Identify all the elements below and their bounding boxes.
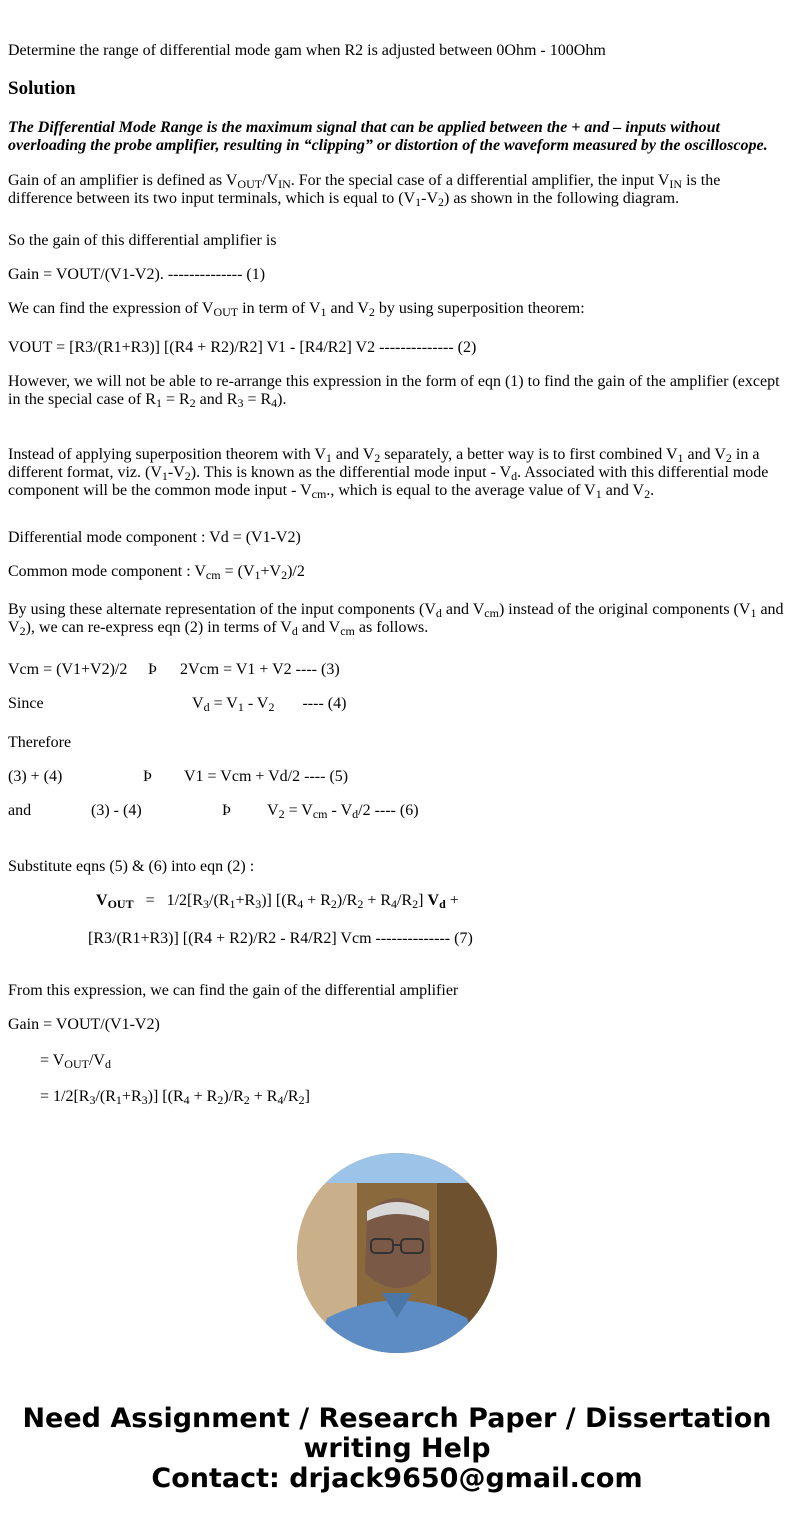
gain-intro: So the gain of this differential amplifier is [8,232,277,249]
equation-7-line-2: [R3/(R1+R3)] [(R4 + R2)/R2 - R4/R2] Vcm -------------- (7) [88,930,473,947]
gain-final-line-3: = $1/2[R_3/(R_1+R_3)] [(R_4 + R_2)/R_2 + R_4/R_2]$ [40,1088,310,1107]
representation-paragraph: By using these alternate representation of the input components ($V_d$ and $V_{cm}$) instead of the original components ($V_1$ and $V_2$), we can re-express eqn (2) in terms of $V_d$ and $V_{cm}$ as follows. [8,601,784,638]
equation-3-row [8,661,784,679]
differential-component: Differential mode component : Vd = (V1-V2) [8,529,301,546]
equation-6: $V_2 = V_{cm} - V_d/2$ ---- (6) [267,802,419,821]
equation-7-line-1: $V_{OUT} = 1/2[R_3/(R_1+R_3)] [(R_4 + R_2)/R_2 + R_4/R_2] V_d$ + [96,892,459,911]
banner-line-2: writing Help [303,1433,491,1464]
implies-symbol: Þ [222,802,231,819]
therefore-label: Therefore [8,734,72,751]
equation-5: V1 = Vcm + Vd/2 ---- (5) [184,768,349,785]
equation-3: 2Vcm = V1 + V2 ---- (3) [180,661,340,678]
superposition-intro: We can find the expression of $V_{OUT}$ in term of $V_1$ and $V_2$ by using superposition theorem: [8,300,585,319]
rearrange-paragraph: However, we will not be able to re-arrange this expression in the form of eqn (1) to find the gain of the amplifier (except in the special case of $R_1 = R_2$ and $R_3 = R_4$). [8,373,780,410]
step-5-label: (3) + (4) [8,768,63,785]
since-label: Since [8,695,44,712]
gain-definition-paragraph: Gain of an amplifier is defined as $V_{OUT}/V_{IN}$. For the special case of a differential amplifier, the input $V_{IN}$ is the difference between its two input terminals, which is equal to $(V_1-V_2)$ as shown in the following diagram. [8,172,721,209]
step-6-label: (3) - (4) [91,802,142,819]
equation-1: Gain = VOUT/(V1-V2). -------------- (1) [8,266,266,283]
from-expression-text: From this expression, we can find the gain of the differential amplifier [8,982,459,999]
gain-final-line-1: Gain = VOUT/(V1-V2) [8,1016,160,1033]
author-photo [297,1153,497,1353]
implies-symbol: Þ [148,661,157,678]
gain-final-line-2: = $V_{OUT}/V_d$ [40,1052,111,1071]
vcm-definition: Vcm = (V1+V2)/2 [8,661,128,678]
common-component: Common mode component : $V_{cm} = (V_1+V_2)/2$ [8,563,305,582]
and-label: and [8,802,32,819]
equation-4-row [8,695,784,713]
solution-heading: Solution [8,78,76,99]
equation-5-row [8,768,784,786]
alternative-paragraph: Instead of applying superposition theorem with $V_1$ and $V_2$ separately, a better way is to first combined $V_1$ and $V_2$ in a different format, viz. $(V_1-V_2)$. This is known as the differential mode input - $V_d$. Associated with this differential mode component will be the common mode input - $V_{cm}$., which is equal to the average value of $V_1$ and $V_2$. [8,446,769,501]
equation-6-row [8,802,784,820]
question-text: Determine the range of differential mode gam when R2 is adjusted between 0Ohm - 100Ohm [8,42,606,59]
equation-2: VOUT = [R3/(R1+R3)] [(R4 + R2)/R2] V1 - [R4/R2] V2 -------------- (2) [8,339,477,356]
substitute-text: Substitute eqns (5) & (6) into eqn (2) : [8,858,255,875]
banner-line-1: Need Assignment / Research Paper / Dissertation [22,1403,772,1434]
implies-symbol: Þ [143,768,152,785]
equation-4: $V_d = V_1 - V_2$ ---- (4) [192,695,347,714]
banner-contact-line: Contact: drjack9650@gmail.com [151,1463,643,1494]
definition-paragraph: The Differential Mode Range is the maximum signal that can be applied between the + and – inputs without overloading the probe amplifier, resulting in “clipping” or distortion of the waveform measured by the oscilloscope. [8,119,768,154]
